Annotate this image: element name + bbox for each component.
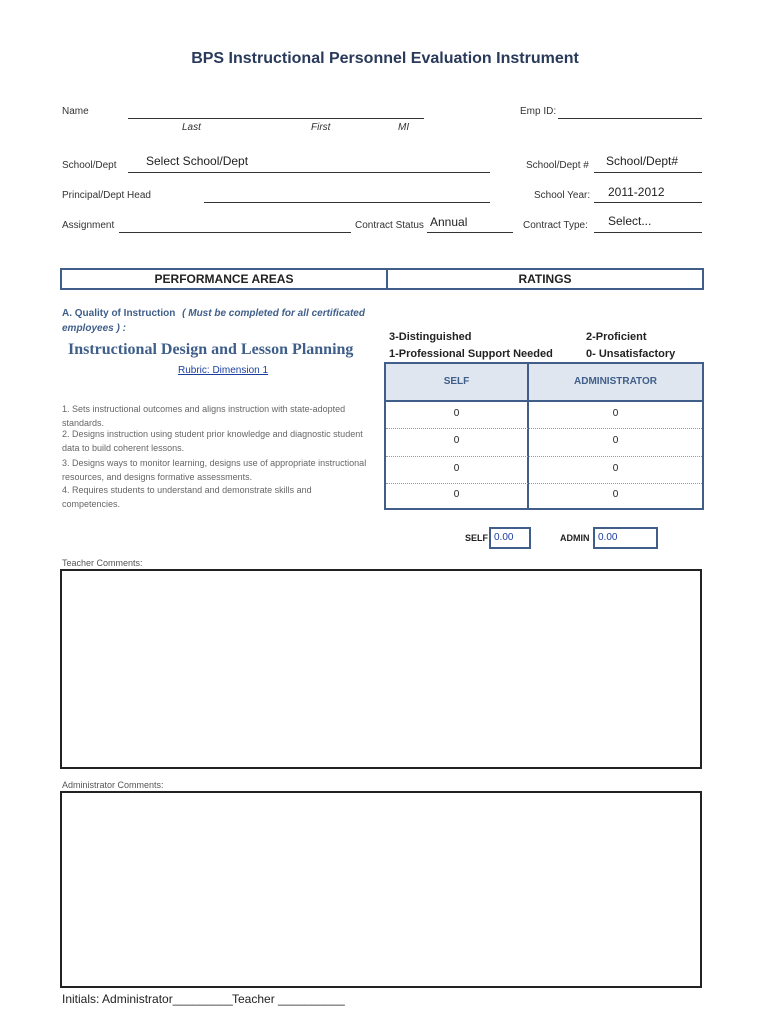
contract-status-label: Contract Status — [355, 220, 424, 231]
mi-sublabel: MI — [398, 122, 410, 133]
school-field-line — [128, 172, 490, 173]
admin-comments-field[interactable] — [60, 791, 702, 988]
school-num-label: School/Dept # — [526, 160, 589, 171]
contract-status-field[interactable]: Annual — [430, 215, 468, 229]
school-label: School/Dept — [62, 160, 117, 171]
principal-label: Principal/Dept Head — [62, 190, 151, 201]
rating-key-unsatisfactory: 0- Unsatisfactory — [586, 348, 676, 360]
admin-column-header — [529, 364, 702, 402]
self-column-header — [386, 364, 529, 402]
item-text-line2: resources, and designs formative assessments. — [62, 472, 253, 482]
admin-rating-2[interactable]: 0 — [612, 435, 619, 446]
rating-key-distinguished: 3-Distinguished — [389, 331, 472, 343]
school-num-line — [594, 172, 702, 173]
assignment-field[interactable] — [119, 232, 351, 233]
teacher-comments-field[interactable] — [60, 569, 702, 769]
row-separator — [386, 456, 702, 457]
contract-status-line — [427, 232, 513, 233]
item-text-line1: Designs ways to monitor learning, designs use of appropriate instructional — [72, 458, 367, 468]
contract-type-select[interactable]: Select... — [608, 214, 652, 228]
rating-key-professional-support: 1-Professional Support Needed — [389, 348, 553, 360]
rubric-link[interactable]: Rubric: Dimension 1 — [178, 365, 269, 376]
name-label: Name — [62, 106, 89, 117]
admin-rating-1[interactable]: 0 — [612, 408, 619, 419]
initials-teacher[interactable]: Teacher __________ — [232, 992, 345, 1006]
section-prefix — [62, 308, 365, 319]
section-note-line2: employees ) : — [62, 323, 126, 334]
self-rating-1[interactable]: 0 — [453, 408, 460, 419]
initials-administrator[interactable]: Initials: Administrator_________ — [62, 992, 233, 1006]
item-3 — [62, 456, 382, 484]
name-field[interactable] — [128, 118, 424, 119]
contract-type-label: Contract Type: — [523, 220, 588, 231]
section-title: Instructional Design and Lesson Planning — [68, 341, 354, 358]
item-text-line1: Requires students to understand and demonstrate skills and — [72, 485, 312, 495]
emp-id-label: Emp ID: — [520, 106, 557, 117]
item-number: 3. — [62, 458, 70, 468]
contract-type-line — [594, 232, 702, 233]
admin-rating-3[interactable]: 0 — [612, 463, 619, 474]
admin-comments-label: Administrator Comments: — [62, 780, 164, 790]
section-prefix-text: A. Quality of Instruction — [62, 308, 176, 319]
principal-field[interactable] — [204, 202, 490, 203]
page-title: BPS Instructional Personnel Evaluation Instrument — [191, 50, 579, 67]
admin-total-label: ADMIN — [560, 533, 590, 543]
rating-key-proficient: 2-Proficient — [586, 331, 647, 343]
assignment-label: Assignment — [62, 220, 115, 231]
school-year-line — [594, 202, 702, 203]
last-sublabel: Last — [182, 122, 201, 133]
item-text-line1: Designs instruction using student prior knowledge and diagnostic student — [72, 429, 363, 439]
teacher-comments-label: Teacher Comments: — [62, 558, 143, 568]
school-select[interactable]: Select School/Dept — [146, 154, 249, 168]
item-number: 4. — [62, 485, 70, 495]
row-separator — [386, 428, 702, 429]
self-rating-3[interactable]: 0 — [453, 463, 460, 474]
admin-rating-4[interactable]: 0 — [612, 489, 619, 500]
performance-areas-header: PERFORMANCE AREAS — [60, 268, 388, 290]
item-text-line1: Sets instructional outcomes and aligns instruction with state-adopted — [72, 404, 346, 414]
item-number: 1. — [62, 404, 70, 414]
school-year-label: School Year: — [534, 190, 591, 201]
item-1 — [62, 402, 382, 430]
self-total-label: SELF — [465, 533, 489, 543]
emp-id-field[interactable] — [558, 118, 702, 119]
school-year-field[interactable]: 2011-2012 — [608, 185, 665, 199]
item-text-line2: standards. — [62, 418, 105, 428]
self-total-field[interactable]: 0.00 — [489, 527, 531, 549]
admin-header-text: ADMINISTRATOR — [574, 376, 657, 387]
row-separator — [386, 483, 702, 484]
item-text-line2: data to build coherent lessons. — [62, 443, 185, 453]
item-text-line2: competencies. — [62, 499, 121, 509]
admin-total-field[interactable]: 0.00 — [593, 527, 658, 549]
first-sublabel: First — [311, 122, 331, 133]
item-4 — [62, 483, 382, 511]
self-rating-4[interactable]: 0 — [453, 489, 460, 500]
self-rating-2[interactable]: 0 — [453, 435, 460, 446]
ratings-header: RATINGS — [386, 268, 704, 290]
item-2 — [62, 427, 382, 455]
ratings-table — [384, 362, 704, 510]
section-note-line1: ( Must be completed for all certificated — [182, 308, 365, 319]
school-num-field[interactable]: School/Dept# — [606, 154, 679, 168]
item-number: 2. — [62, 429, 70, 439]
self-header-text: SELF — [443, 376, 470, 387]
